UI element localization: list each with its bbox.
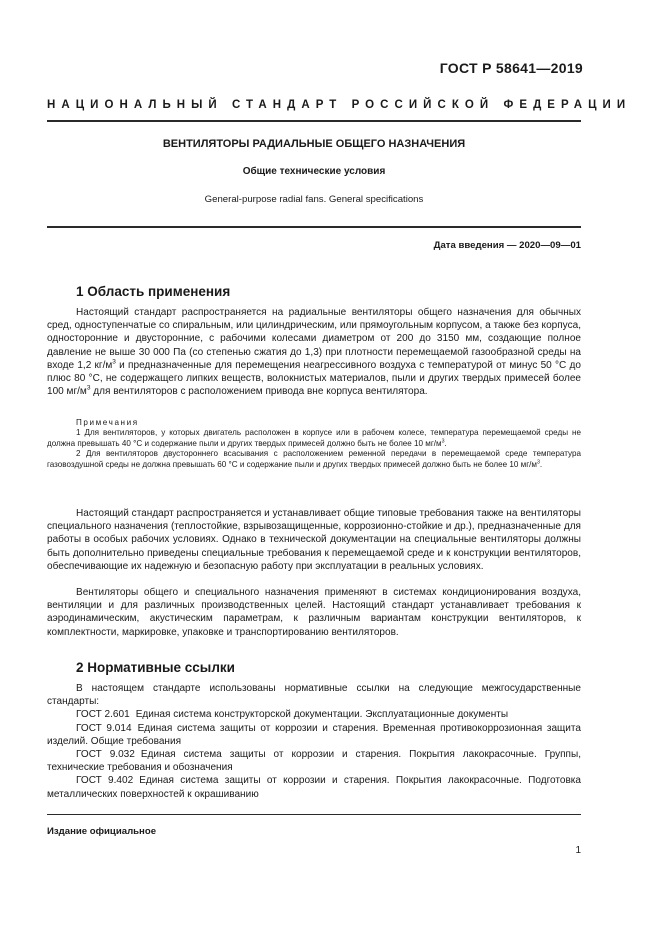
section-2-heading: 2 Нормативные ссылки	[76, 660, 235, 675]
note-1: 1 Для вентиляторов, у которых двигатель расположен в корпусе или в рабочем колесе, температура перемещаемой среды не должна превышать 40 °C и содержание пыли и других твердых примесей должно быть не более 10 $мг/м^3$.	[47, 428, 581, 448]
notes-heading: Примечания	[76, 418, 139, 427]
reference-item: ГОСТ 2.601 Единая система конструкторской документации. Эксплуатационные документы	[76, 709, 509, 721]
page-number: 1	[575, 845, 581, 856]
reference-item: ГОСТ 9.402 Единая система защиты от коррозии и старения. Покрытия лакокрасочные. Подготовка металлических поверхностей к окрашиванию	[47, 775, 582, 800]
title-divider	[47, 226, 581, 228]
document-subtitle: Общие технические условия	[242, 166, 386, 177]
section-1-paragraph-2: Настоящий стандарт распространяется и устанавливает общие типовые требования также на вентиляторы специального назначения (теплостойкие, взрывозащищенные, коррозионно-стойкие и др.), предназначенные для работы в особых рабочих условиях. Однако в технической документации на специальные вентиляторы должны быть дополнительно приведены специальные требования к перемещаемой среде и к конструкции вентиляторов, обеспечивающие их надежную и безопасную работу при эксплуатации в реальных условиях.	[47, 508, 581, 572]
notes-block	[47, 418, 581, 470]
section-1-heading: 1 Область применения	[76, 284, 231, 299]
reference-item: ГОСТ 9.014 Единая система защиты от коррозии и старения. Временная противокоррозионная защита изделий. Общие требования	[47, 722, 581, 747]
note-2: 2 Для вентиляторов двустороннего всасывания с расположением ременной передачи в перемещаемой среде температура газовоздушной среды не должна превышать 60 °C и содержание пыли и других твердых примесей должно быть не более 10 $мг/м^3$.	[47, 449, 581, 469]
document-title: ВЕНТИЛЯТОРЫ РАДИАЛЬНЫЕ ОБЩЕГО НАЗНАЧЕНИЯ	[162, 138, 466, 150]
footer-divider	[47, 814, 581, 815]
top-divider	[47, 120, 581, 122]
national-standard-banner: НАЦИОНАЛЬНЫЙ СТАНДАРТ РОССИЙСКОЙ ФЕДЕРАЦИИ	[47, 99, 632, 111]
references-intro: В настоящем стандарте использованы нормативные ссылки на следующие межгосударственные стандарты:	[47, 683, 581, 708]
english-title: General-purpose radial fans. General specifications	[204, 194, 424, 205]
normative-references	[47, 682, 581, 801]
official-edition-label: Издание официальное	[47, 826, 157, 837]
document-code: ГОСТ Р 58641—2019	[439, 60, 583, 76]
section-1-paragraph-3: Вентиляторы общего и специального назначения применяют в системах кондиционирования воздуха, вентиляции и для различных производственных целей. Настоящий стандарт устанавливает требования к аэродинамическим, акустическим параметрам, к различным вариантам конструкции вентиляторов, к комплектности, маркировке, упаковке и транспортированию вентиляторов.	[47, 587, 581, 638]
introduction-date: Дата введения — 2020—09—01	[433, 240, 581, 251]
section-1-paragraph-1: Настоящий стандарт распространяется на радиальные вентиляторы общего назначения для обычных сред, одноступенчатые со спиральным, или цилиндрическим, или прямоугольным корпусом, а также без корпуса, односторонние и двусторонние, с рабочими колесами диаметром от 200 до 3150 мм, создающие полное давление не выше 30 000 Па (со степенью сжатия до 1,3) при плотности перемещаемой газообразной среды на входе 1,2 $кг/м^3$ и предназначенные для перемещения неагрессивного воздуха с температурой от минус 50 °C до плюс 80 °C, не содержащего липких веществ, волокнистых материалов, пыли и других твердых примесей более 100 $мг/м^3$ для вентиляторов с расположением привода вне корпуса вентилятора.	[47, 307, 581, 398]
reference-item: ГОСТ 9.032 Единая система защиты от коррозии и старения. Покрытия лакокрасочные. Группы, технические требования и обозначения	[47, 749, 581, 774]
